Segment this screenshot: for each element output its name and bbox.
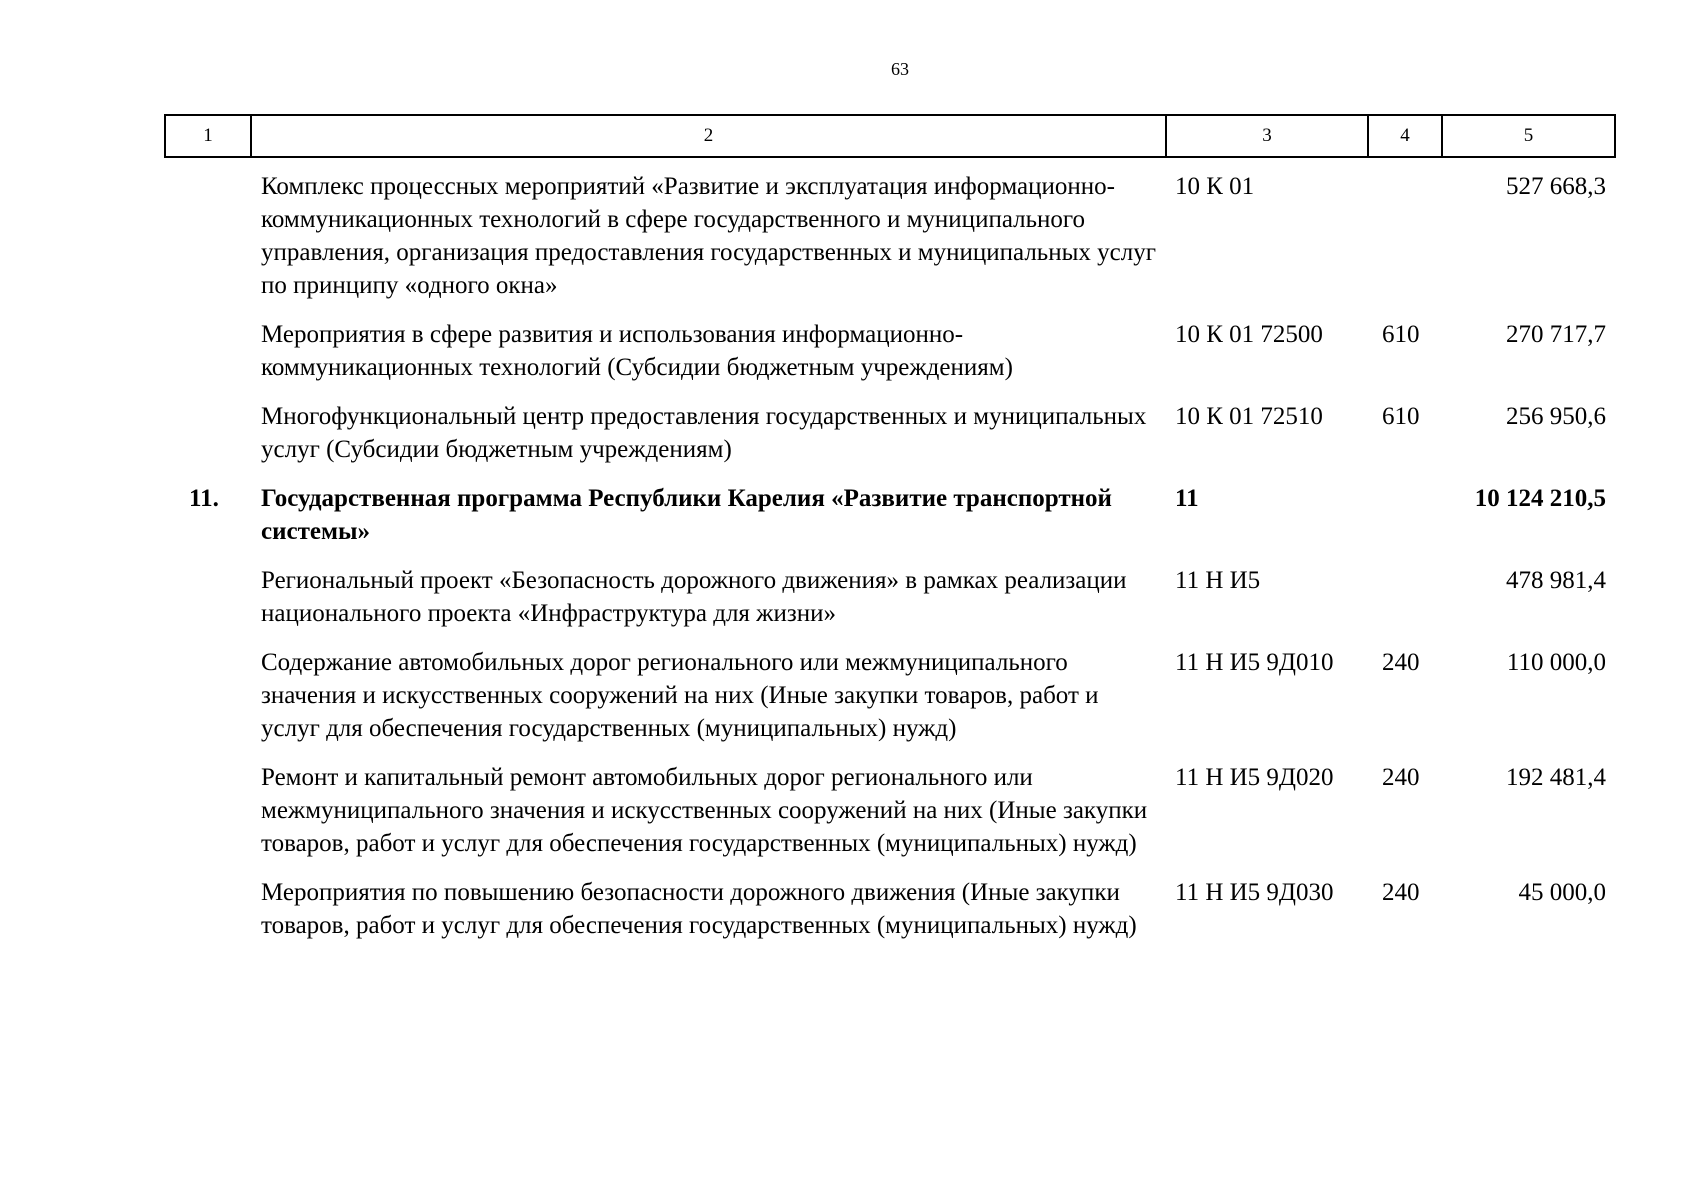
table-row (165, 157, 1615, 318)
row-number (165, 318, 251, 400)
row-number (165, 876, 251, 958)
row-name: Комплекс процессных мероприятий «Развитие и эксплуатация информационно-коммуникационных технологий в сфере государственного и муниципального управления, организация предоставления государственных и муниципальных услуг по принципу «одного окна» (261, 173, 1156, 299)
row-expense-type: 610 (1382, 403, 1420, 430)
column-header-code: 3 (1166, 115, 1368, 157)
row-number (165, 400, 251, 482)
budget-table (164, 114, 1616, 958)
table-row (165, 761, 1615, 876)
table-body (165, 157, 1615, 958)
row-name: Мероприятия по повышению безопасности дорожного движения (Иные закупки товаров, работ и услуг для обеспечения государственных (муниципальных) нужд) (261, 879, 1137, 939)
header-row (165, 115, 1615, 157)
table-row (165, 646, 1615, 761)
row-amount: 110 000,0 (1506, 649, 1606, 676)
table-row (165, 482, 1615, 564)
row-name: Содержание автомобильных дорог регионального или межмуниципального значения и искусственных сооружений на них (Иные закупки товаров, работ и услуг для обеспечения государственных (муниципальных) нужд) (261, 649, 1099, 742)
row-number (165, 157, 251, 318)
row-amount: 10 124 210,5 (1474, 485, 1606, 512)
row-code: 10 К 01 72510 (1175, 403, 1323, 430)
row-code: 11 Н И5 9Д020 (1175, 764, 1334, 791)
row-expense-type: 240 (1382, 764, 1420, 791)
row-expense-type (1368, 482, 1442, 564)
row-amount: 256 950,6 (1506, 403, 1606, 430)
row-number (165, 646, 251, 761)
table-header (165, 115, 1615, 157)
row-expense-type: 240 (1382, 879, 1420, 906)
row-expense-type (1368, 157, 1442, 318)
table-row (165, 400, 1615, 482)
row-amount: 527 668,3 (1506, 173, 1606, 200)
row-code: 11 Н И5 9Д010 (1175, 649, 1334, 676)
table-row (165, 318, 1615, 400)
table-row (165, 876, 1615, 958)
row-code: 11 Н И5 9Д030 (1175, 879, 1334, 906)
row-amount: 192 481,4 (1506, 764, 1606, 791)
row-expense-type: 610 (1382, 321, 1420, 348)
table-row (165, 564, 1615, 646)
row-amount: 478 981,4 (1506, 567, 1606, 594)
row-amount: 270 717,7 (1506, 321, 1606, 348)
column-header-name: 2 (251, 115, 1166, 157)
row-number (165, 564, 251, 646)
row-code: 11 (1175, 485, 1199, 512)
row-name: Государственная программа Республики Карелия «Развитие транспортной системы» (261, 485, 1112, 545)
column-header-number: 1 (165, 115, 251, 157)
row-number: 11. (189, 485, 219, 512)
column-header-expense-type: 4 (1368, 115, 1442, 157)
row-amount: 45 000,0 (1518, 879, 1606, 906)
row-code: 10 К 01 (1175, 173, 1255, 200)
row-code: 11 Н И5 (1175, 567, 1261, 594)
row-name: Ремонт и капитальный ремонт автомобильных дорог регионального или межмуниципального значения и искусственных сооружений на них (Иные закупки товаров, работ и услуг для обеспечения государственных (муниципальных) нужд) (261, 764, 1148, 857)
row-number (165, 761, 251, 876)
row-name: Многофункциональный центр предоставления государственных и муниципальных услуг (Субсидии бюджетным учреждениям) (261, 403, 1147, 463)
row-name: Мероприятия в сфере развития и использования информационно-коммуникационных технологий (Субсидии бюджетным учреждениям) (261, 321, 1013, 381)
row-expense-type (1368, 564, 1442, 646)
row-name: Региональный проект «Безопасность дорожного движения» в рамках реализации национального проекта «Инфраструктура для жизни» (261, 567, 1127, 627)
row-code: 10 К 01 72500 (1175, 321, 1323, 348)
column-header-amount: 5 (1442, 115, 1615, 157)
row-expense-type: 240 (1382, 649, 1420, 676)
page-number: 63 (891, 59, 909, 79)
